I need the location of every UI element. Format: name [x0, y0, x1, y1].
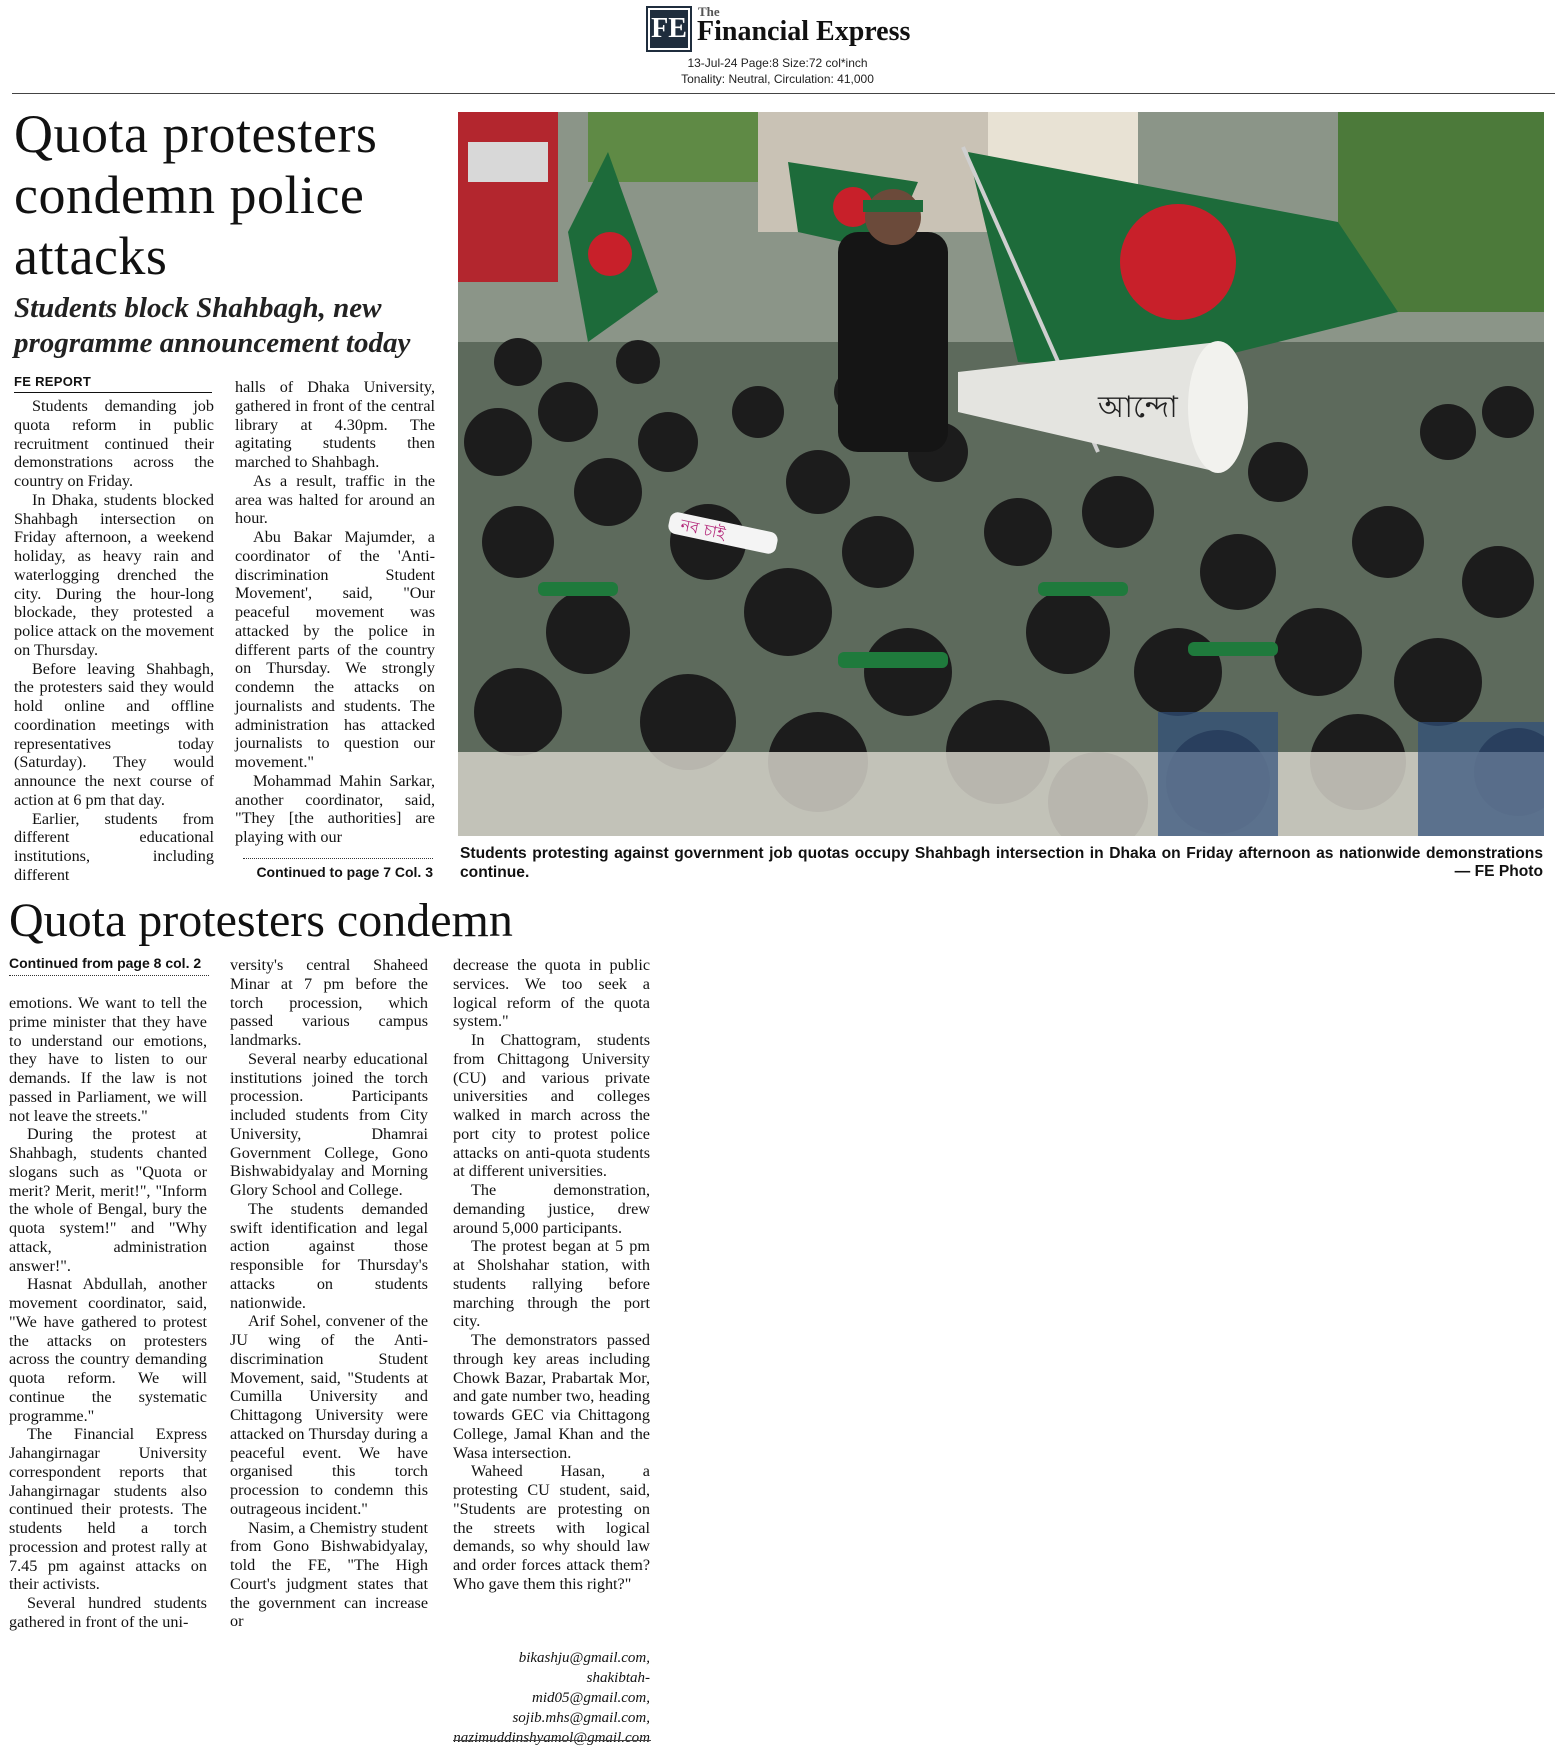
article2-column-1	[9, 994, 207, 1632]
clipping-meta-line1: 13-Jul-24 Page:8 Size:72 col*inch	[687, 56, 868, 70]
clipping-meta-line2: Tonality: Neutral, Circulation: 41,000	[681, 72, 874, 86]
protest-photo	[458, 112, 1544, 836]
email-line: nazimuddinshyamol@gmail.com	[453, 1730, 650, 1746]
masthead	[0, 0, 1555, 95]
paragraph: As a result, traffic in the area was halted for around an hour.	[235, 471, 435, 528]
headband-text: নব চাই	[678, 515, 727, 544]
paragraph: emotions. We want to tell the prime minister that they have to understand our emotions, they have to listen to our demands. If the law is not passed in Parliament, we will not leave the streets."	[9, 994, 207, 1125]
logo-name: Financial Express	[697, 16, 911, 47]
paragraph: Arif Sohel, convener of the JU wing of the Anti-discrimination Student Movement, said, "Students at Cumilla University and Chittagong University were attacked on Thursday during a peaceful event. We have organised this torch procession to condemn this outrageous incident."	[230, 1312, 428, 1518]
paragraph: Waheed Hasan, a protesting CU student, said, "Students are protesting on the streets with logical demands, so why should law and order forces attack them? Who gave them this right?"	[453, 1462, 650, 1593]
paragraph: Nasim, a Chemistry student from Gono Bishwabidyalay, told the FE, "The High Court's judgment states that the government can increase or	[230, 1518, 428, 1631]
article1-column-1	[14, 397, 214, 885]
article1-column-2	[235, 378, 435, 847]
email-line: sojib.mhs@gmail.com,	[512, 1710, 650, 1726]
article1-continued-note: Continued to page 7 Col. 3	[256, 864, 433, 880]
continued-divider	[243, 858, 433, 859]
paragraph: Abu Bakar Majumder, a coordinator of the 'Anti-discrimination Student Movement', said, "Our peaceful movement was attacked by the police in different parts of the country on Thursday. We strongly condemn the attacks on journalists and students. The administration has attacked journalists to question our movement."	[235, 528, 435, 771]
paragraph: Students demanding job quota reform in public recruitment continued their demonstrations across the country on Friday.	[14, 397, 214, 490]
megaphone-text: আন্দো	[1098, 390, 1178, 425]
article1-headline: Quota protesters condemn police attacks	[14, 104, 378, 286]
paragraph: In Dhaka, students blocked Shahbagh intersection on Friday afternoon, a weekend holiday, as heavy rain and waterlogging drenched the city. During the hour-long blockade, they protested a police attack on the movement on Thursday.	[14, 490, 214, 659]
article-end-divider	[453, 1740, 651, 1741]
photo-credit: — FE Photo	[1454, 863, 1543, 880]
article2-column-3	[453, 956, 650, 1594]
paragraph: Mohammad Mahin Sarkar, another coordinator, said, "They [the authorities] are playing with our	[235, 771, 435, 846]
logo-the: The	[698, 4, 720, 19]
paragraph: In Chattogram, students from Chittagong University (CU) and various private universities and colleges walked in march across the port city to protest police attacks on anti-quota students at different universities.	[453, 1031, 650, 1181]
article1-subheadline: Students block Shahbagh, new programme announcement today	[14, 292, 411, 359]
paragraph: The protest began at 5 pm at Sholshahar station, with students rallying before marching through the port city.	[453, 1237, 650, 1331]
fe-logo-mark: FE	[646, 6, 692, 52]
reporter-emails	[453, 1648, 650, 1748]
paragraph: The demonstrators passed through key areas including Chowk Bazar, Prabartak Mor, and gate number two, heading towards GEC via Chittagong College, Jamal Khan and the Wasa intersection.	[453, 1331, 650, 1462]
paragraph: The Financial Express Jahangirnagar University correspondent reports that Jahangirnagar students also continued their protests. The students held a torch procession and protest rally at 7.45 pm against attacks on their activists.	[9, 1425, 207, 1594]
masthead-divider	[12, 93, 1555, 94]
continued-divider	[9, 975, 209, 976]
article2-headline: Quota protesters condemn	[9, 894, 513, 947]
paragraph: Before leaving Shahbagh, the protesters said they would hold online and offline coordination meetings with representatives today (Saturday). They would announce the next course of action at 6 pm that day.	[14, 659, 214, 809]
paragraph: The students demanded swift identification and legal action against those responsible for Thursday's attacks on students nationwide.	[230, 1199, 428, 1312]
protest-photo-illustration	[458, 112, 1544, 836]
paragraph: Earlier, students from different educational institutions, including different	[14, 809, 214, 884]
article2-column-2	[230, 956, 428, 1631]
photo-caption: Students protesting against government job quotas occupy Shahbagh intersection in Dhaka on Friday afternoon as nationwide demonstrations continue.	[460, 845, 1543, 881]
paragraph: halls of Dhaka University, gathered in front of the central library at 4.30pm. The agitating students then marched to Shahbagh.	[235, 378, 435, 471]
byline-divider	[14, 392, 212, 393]
article2-continued-note: Continued from page 8 col. 2	[9, 955, 202, 971]
paragraph: Hasnat Abdullah, another movement coordinator, said, "We have gathered to protest the attacks on protesters across the country demanding quota reform. We will continue the systematic programme."	[9, 1275, 207, 1425]
paragraph: The demonstration, demanding justice, drew around 5,000 participants.	[453, 1181, 650, 1237]
paragraph: decrease the quota in public services. We too seek a logical reform of the quota system."	[453, 956, 650, 1031]
email-line: bikashju@gmail.com, shakibtah-	[518, 1650, 650, 1686]
article1-byline: FE REPORT	[14, 374, 92, 389]
paragraph: During the protest at Shahbagh, students chanted slogans such as "Quota or merit? Merit, merit!", "Inform the whole of Bengal, bury the quota system!" and "Why attack, administration answer!".	[9, 1125, 207, 1275]
paragraph: Several hundred students gathered in front of the uni-	[9, 1594, 207, 1631]
email-line: mid05@gmail.com,	[532, 1690, 650, 1706]
paragraph: Several nearby educational institutions joined the torch procession. Participants included students from City University, Dhamrai Government College, Gono Bishwabidyalay and Morning Glory School and College.	[230, 1049, 428, 1199]
paragraph: versity's central Shaheed Minar at 7 pm before the torch procession, which passed various campus landmarks.	[230, 956, 428, 1049]
